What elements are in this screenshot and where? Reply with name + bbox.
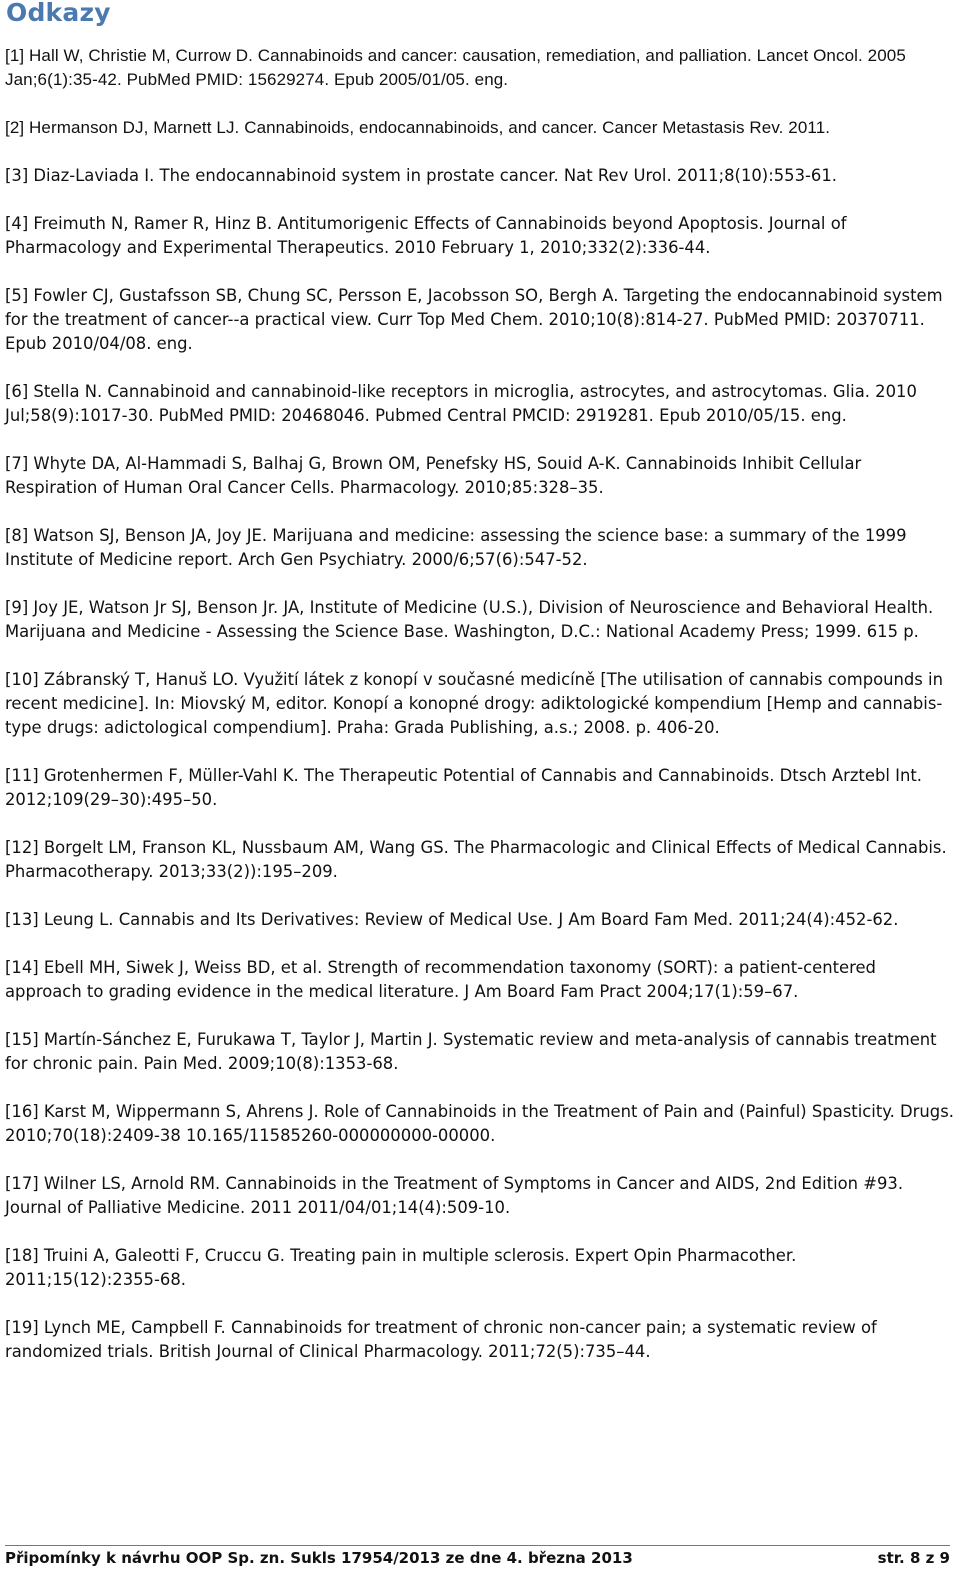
reference-item: [13] Leung L. Cannabis and Its Derivatives: Review of Medical Use. J Am Board Fam Med. 2011;24(4):452-62. [5, 910, 899, 929]
reference-item: [17] Wilner LS, Arnold RM. Cannabinoids in the Treatment of Symptoms in Cancer and AIDS, 2nd Edition #93. Journal of Palliative Medicine. 2011 2011/04/01;14(4):509-10. [5, 1174, 904, 1217]
reference-item: [1] Hall W, Christie M, Currow D. Cannabinoids and cancer: causation, remediation, and palliation. Lancet Oncol. 2005 Jan;6(1):35-42. PubMed PMID: 15629274. Epub 2005/01/05. eng. [5, 46, 906, 89]
reference-item: [8] Watson SJ, Benson JA, Joy JE. Marijuana and medicine: assessing the science base: a summary of the 1999 Institute of Medicine report. Arch Gen Psychiatry. 2000/6;57(6):547-52. [5, 526, 907, 569]
reference-item: [16] Karst M, Wippermann S, Ahrens J. Role of Cannabinoids in the Treatment of Pain and (Painful) Spasticity. Drugs. 2010;70(18):2409-38 10.165/11585260-000000000-00000. [5, 1102, 954, 1145]
reference-list [5, 44, 955, 1388]
reference-item: [4] Freimuth N, Ramer R, Hinz B. Antitumorigenic Effects of Cannabinoids beyond Apoptosis. Journal of Pharmacology and Experimental Therapeutics. 2010 February 1, 2010;332(2):336-44. [5, 214, 847, 257]
reference-item: [14] Ebell MH, Siwek J, Weiss BD, et al. Strength of recommendation taxonomy (SORT): a patient-centered approach to grading evidence in the medical literature. J Am Board Fam Pract 2004;17(1):59–67. [5, 958, 876, 1001]
reference-item: [2] Hermanson DJ, Marnett LJ. Cannabinoids, endocannabinoids, and cancer. Cancer Metastasis Rev. 2011. [5, 118, 831, 137]
footer-divider [5, 1545, 950, 1546]
reference-item: [11] Grotenhermen F, Müller-Vahl K. The Therapeutic Potential of Cannabis and Cannabinoids. Dtsch Arztebl Int. 2012;109(29–30):495–50. [5, 766, 922, 809]
reference-item: [5] Fowler CJ, Gustafsson SB, Chung SC, Persson E, Jacobsson SO, Bergh A. Targeting the endocannabinoid system for the treatment of cancer--a practical view. Curr Top Med Chem. 2010;10(8):814-27. PubMed PMID: 20370711. Epub 2010/04/08. eng. [5, 286, 943, 353]
reference-item: [18] Truini A, Galeotti F, Cruccu G. Treating pain in multiple sclerosis. Expert Opin Pharmacother. 2011;15(12):2355-68. [5, 1246, 797, 1289]
reference-item: [7] Whyte DA, Al-Hammadi S, Balhaj G, Brown OM, Penefsky HS, Souid A-K. Cannabinoids Inhibit Cellular Respiration of Human Oral Cancer Cells. Pharmacology. 2010;85:328–35. [5, 454, 862, 497]
reference-item: [3] Diaz-Laviada I. The endocannabinoid system in prostate cancer. Nat Rev Urol. 2011;8(10):553-61. [5, 166, 837, 185]
footer-page-number: str. 8 z 9 [877, 1549, 950, 1567]
reference-item: [12] Borgelt LM, Franson KL, Nussbaum AM, Wang GS. The Pharmacologic and Clinical Effects of Medical Cannabis. Pharmacotherapy. 2013;33(2)):195–209. [5, 838, 947, 881]
page-footer [5, 1545, 950, 1567]
page-title: Odkazy [6, 0, 111, 27]
reference-item: [19] Lynch ME, Campbell F. Cannabinoids for treatment of chronic non-cancer pain; a systematic review of randomized trials. British Journal of Clinical Pharmacology. 2011;72(5):735–44. [5, 1318, 877, 1361]
reference-item: [9] Joy JE, Watson Jr SJ, Benson Jr. JA, Institute of Medicine (U.S.), Division of Neuroscience and Behavioral Health. Marijuana and Medicine - Assessing the Science Base. Washington, D.C.: National Academy Press; 1999. 615 p. [5, 598, 934, 641]
reference-item: [10] Zábranský T, Hanuš LO. Využití látek z konopí v současné medicíně [The utilisation of cannabis compounds in recent medicine]. In: Miovský M, editor. Konopí a konopné drogy: adiktologické kompendium [Hemp and cannabis-type drugs: adictological compendium]. Praha: Grada Publishing, a.s.; 2008. p. 406-20. [5, 670, 944, 737]
reference-item: [6] Stella N. Cannabinoid and cannabinoid-like receptors in microglia, astrocytes, and astrocytomas. Glia. 2010 Jul;58(9):1017-30. PubMed PMID: 20468046. Pubmed Central PMCID: 2919281. Epub 2010/05/15. eng. [5, 382, 917, 425]
footer-document-info: Připomínky k návrhu OOP Sp. zn. Sukls 17954/2013 ze dne 4. března 2013 [5, 1549, 633, 1567]
reference-item: [15] Martín-Sánchez E, Furukawa T, Taylor J, Martin J. Systematic review and meta-analysis of cannabis treatment for chronic pain. Pain Med. 2009;10(8):1353-68. [5, 1030, 937, 1073]
